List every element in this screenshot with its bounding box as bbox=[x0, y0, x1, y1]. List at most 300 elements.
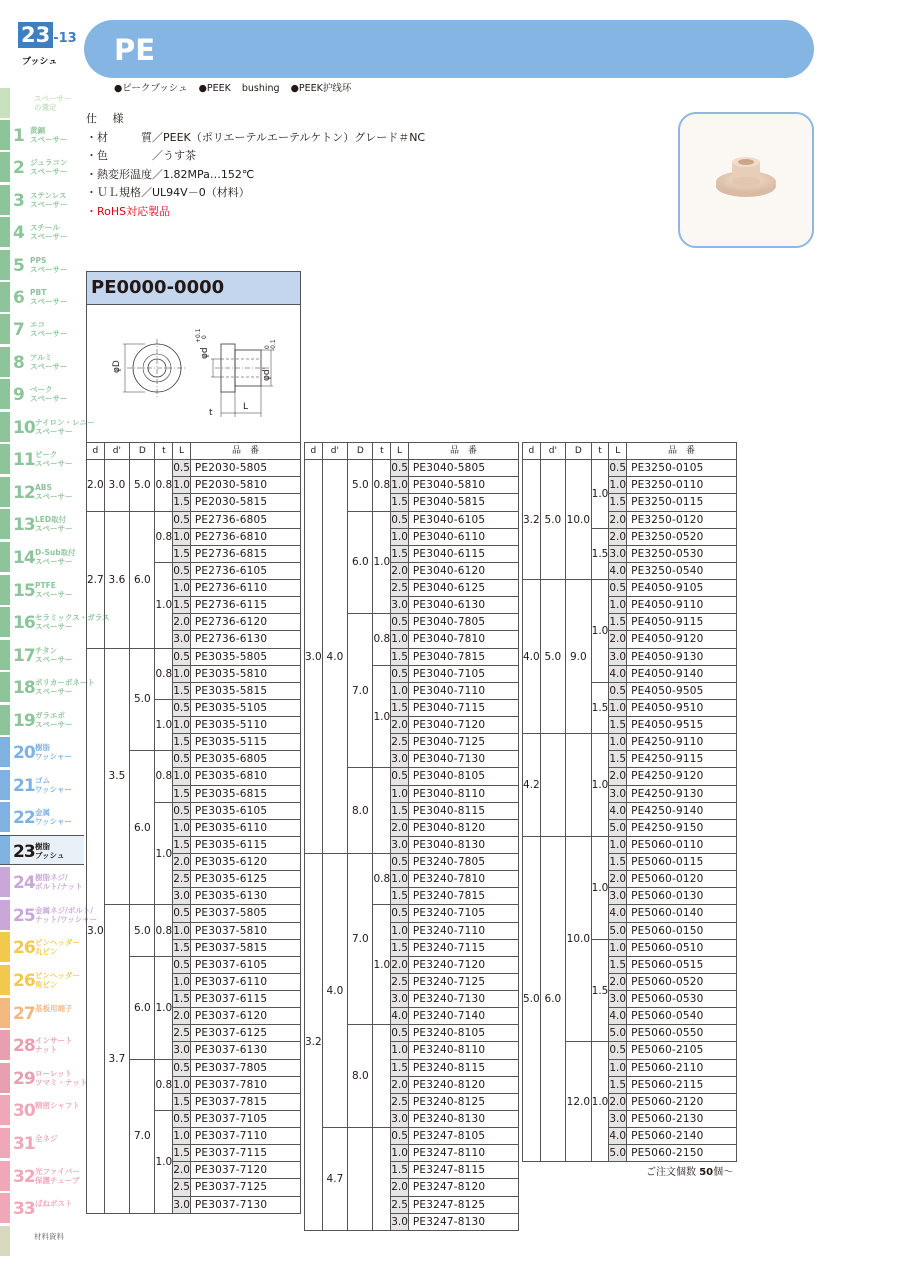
table-header-row bbox=[305, 443, 519, 460]
part-number-cell: PE3250-0540 bbox=[627, 562, 737, 579]
length-cell: 0.5 bbox=[391, 460, 409, 477]
length-cell: 1.0 bbox=[609, 836, 627, 853]
t-cell bbox=[373, 768, 391, 854]
part-number-cell: PE3037-7105 bbox=[190, 1110, 300, 1127]
D-cell: 7.0 bbox=[348, 614, 373, 768]
sidebar-item-extra-35[interactable] bbox=[0, 1226, 84, 1256]
column-header: t bbox=[373, 443, 391, 460]
sidebar-item-7[interactable] bbox=[0, 314, 84, 344]
part-number-cell: PE3037-6110 bbox=[190, 973, 300, 990]
d2-cell: 6.0 bbox=[540, 836, 565, 1161]
part-number-cell: PE2030-5805 bbox=[190, 460, 300, 477]
D-cell: 6.0 bbox=[348, 511, 373, 614]
note-prefix: ご注文個数 bbox=[646, 1167, 700, 1178]
sidebar-item-label-line: チタン bbox=[35, 646, 58, 655]
length-cell: 2.0 bbox=[391, 717, 409, 734]
sidebar-item-label-line: スペーサー bbox=[30, 362, 68, 371]
sidebar-item-18[interactable] bbox=[0, 672, 95, 702]
part-number-cell: PE3240-7115 bbox=[408, 939, 518, 956]
column-header: D bbox=[566, 443, 592, 460]
part-number-cell: PE2736-6810 bbox=[190, 528, 300, 545]
part-number-cell: PE4250-9110 bbox=[627, 734, 737, 751]
sidebar-item-number: 27 bbox=[13, 1004, 35, 1024]
sidebar-item-4[interactable] bbox=[0, 217, 84, 247]
column-header: L bbox=[391, 443, 409, 460]
sidebar-item-25[interactable] bbox=[0, 900, 98, 930]
D-cell: 10.0 bbox=[566, 836, 592, 1042]
table-row bbox=[523, 580, 737, 597]
D-cell: 8.0 bbox=[348, 1025, 373, 1128]
sidebar-item-label-line: 全ネジ bbox=[35, 1134, 58, 1143]
part-number-cell: PE3240-8110 bbox=[408, 1042, 518, 1059]
sidebar-item-label-line: スペーサー bbox=[35, 524, 73, 533]
part-number-cell: PE3247-8110 bbox=[408, 1145, 518, 1162]
part-number-cell: PE3037-7120 bbox=[190, 1162, 300, 1179]
length-cell: 1.5 bbox=[391, 494, 409, 511]
d2-cell: 3.7 bbox=[104, 905, 129, 1213]
sidebar-item-number: 15 bbox=[13, 581, 35, 601]
length-cell: 0.5 bbox=[391, 665, 409, 682]
sidebar-item-number: 7 bbox=[13, 320, 24, 340]
sidebar-item-colorbar bbox=[0, 509, 10, 539]
length-cell: 1.0 bbox=[391, 477, 409, 494]
sidebar-item-16[interactable] bbox=[0, 607, 110, 637]
label-tol2b: -0.1 bbox=[270, 339, 277, 351]
length-cell: 1.5 bbox=[173, 991, 191, 1008]
length-cell: 1.5 bbox=[173, 734, 191, 751]
part-number-cell: PE4050-9140 bbox=[627, 665, 737, 682]
length-cell: 1.5 bbox=[173, 682, 191, 699]
column-header: t bbox=[591, 443, 609, 460]
order-quantity-note bbox=[646, 1163, 733, 1178]
sidebar-item-label bbox=[35, 548, 76, 566]
part-number-cell: PE3037-6120 bbox=[190, 1008, 300, 1025]
table-header-row bbox=[87, 443, 301, 460]
t-cell: 0.8 bbox=[155, 648, 173, 699]
sidebar-item-number: 4 bbox=[13, 223, 24, 243]
part-number-cell: PE3040-8110 bbox=[408, 785, 518, 802]
length-cell: 1.5 bbox=[173, 597, 191, 614]
sidebar-item-22[interactable] bbox=[0, 802, 84, 832]
t-cell: 0.8 bbox=[373, 854, 391, 905]
sidebar-item-label-line: 黄銅 bbox=[30, 126, 45, 135]
sidebar-item-label-line: スペーサー bbox=[35, 557, 73, 566]
length-cell: 2.0 bbox=[391, 1076, 409, 1093]
d-cell: 3.2 bbox=[305, 854, 323, 1231]
sidebar-item-colorbar bbox=[0, 1095, 10, 1125]
sidebar-item-1[interactable] bbox=[0, 120, 84, 150]
length-cell: 1.0 bbox=[609, 1059, 627, 1076]
part-code-heading: PE0000-0000 bbox=[86, 271, 301, 305]
part-number-cell: PE3040-6120 bbox=[408, 562, 518, 579]
sidebar-item-26[interactable] bbox=[0, 932, 84, 962]
part-number-cell: PE4050-9105 bbox=[627, 580, 737, 597]
table-header-row bbox=[523, 443, 737, 460]
part-number-cell: PE3035-6120 bbox=[190, 854, 300, 871]
spec-table-3 bbox=[522, 442, 737, 1162]
length-cell: 1.0 bbox=[391, 871, 409, 888]
sidebar-item-colorbar bbox=[0, 965, 10, 995]
sidebar-item-5[interactable] bbox=[0, 250, 84, 280]
t-cell: 0.8 bbox=[373, 460, 391, 511]
length-cell: 1.0 bbox=[609, 597, 627, 614]
d2-cell: 5.0 bbox=[540, 580, 565, 734]
part-number-cell: PE3250-0115 bbox=[627, 494, 737, 511]
sidebar-item-2[interactable] bbox=[0, 152, 84, 182]
sidebar-item-label-line: ABS bbox=[35, 483, 52, 492]
sidebar-item-colorbar bbox=[0, 88, 10, 118]
part-number-cell: PE3247-8130 bbox=[408, 1213, 518, 1230]
sidebar-item-colorbar bbox=[0, 1193, 10, 1223]
length-cell: 0.5 bbox=[173, 802, 191, 819]
column-header: d' bbox=[104, 443, 129, 460]
sidebar-item-label-line: セラミックス・ガラス bbox=[35, 613, 110, 622]
sidebar-item-number: 13 bbox=[13, 515, 35, 535]
part-number-cell: PE2736-6115 bbox=[190, 597, 300, 614]
length-cell: 1.5 bbox=[173, 785, 191, 802]
part-number-cell: PE3240-7120 bbox=[408, 956, 518, 973]
d2-cell: 3.6 bbox=[104, 511, 129, 648]
sidebar-item-colorbar bbox=[0, 444, 10, 474]
t-cell: 0.8 bbox=[155, 751, 173, 802]
length-cell: 1.0 bbox=[173, 768, 191, 785]
sidebar-item-number: 28 bbox=[13, 1036, 35, 1056]
length-cell: 1.5 bbox=[609, 1076, 627, 1093]
length-cell: 1.5 bbox=[391, 939, 409, 956]
sidebar-item-32[interactable] bbox=[0, 1161, 84, 1191]
length-cell: 0.5 bbox=[173, 1059, 191, 1076]
D-cell: 10.0 bbox=[566, 460, 592, 580]
sidebar-item-label-line: ナイロン・レニー bbox=[35, 418, 95, 427]
part-number-cell: PE3040-8130 bbox=[408, 836, 518, 853]
part-number-cell: PE3040-5815 bbox=[408, 494, 518, 511]
sidebar-item-label bbox=[35, 971, 80, 989]
sidebar-item-colorbar bbox=[0, 379, 10, 409]
part-number-cell: PE3037-7815 bbox=[190, 1093, 300, 1110]
length-cell: 2.0 bbox=[173, 1162, 191, 1179]
sidebar-item-30[interactable] bbox=[0, 1095, 84, 1125]
D-cell: 5.0 bbox=[348, 460, 373, 511]
d-cell: 2.0 bbox=[87, 460, 105, 511]
sidebar-item-29[interactable] bbox=[0, 1063, 88, 1093]
part-number-cell: PE3240-7815 bbox=[408, 888, 518, 905]
length-cell: 1.0 bbox=[391, 1145, 409, 1162]
sidebar-item-label bbox=[35, 1004, 73, 1013]
sidebar-item-extra-0[interactable] bbox=[0, 88, 84, 118]
sidebar-item-number: 25 bbox=[13, 906, 35, 926]
length-cell: 2.0 bbox=[391, 819, 409, 836]
sidebar-item-20[interactable] bbox=[0, 737, 84, 767]
part-number-cell: PE3037-6130 bbox=[190, 1042, 300, 1059]
part-number-cell: PE3040-5805 bbox=[408, 460, 518, 477]
length-cell: 0.5 bbox=[173, 905, 191, 922]
part-number-cell: PE3240-7105 bbox=[408, 905, 518, 922]
sidebar-item-label bbox=[35, 581, 73, 599]
length-cell: 3.0 bbox=[609, 545, 627, 562]
sidebar-item-label-line: スペーサー bbox=[35, 459, 73, 468]
sidebar-item-33[interactable] bbox=[0, 1193, 84, 1223]
sidebar-item-label-line: ガラエポ bbox=[35, 711, 65, 720]
sidebar-item-number: 11 bbox=[13, 450, 35, 470]
length-cell: 1.0 bbox=[173, 1076, 191, 1093]
length-cell: 1.0 bbox=[391, 682, 409, 699]
sidebar-item-colorbar bbox=[0, 607, 10, 637]
d-cell: 4.2 bbox=[523, 734, 541, 837]
length-cell: 0.5 bbox=[173, 956, 191, 973]
sidebar-item-28[interactable] bbox=[0, 1030, 84, 1060]
length-cell: 1.5 bbox=[391, 545, 409, 562]
part-number-cell: PE4050-9505 bbox=[627, 682, 737, 699]
part-number-cell: PE4250-9140 bbox=[627, 802, 737, 819]
t-cell: 1.5 bbox=[591, 939, 609, 1042]
sidebar-item-label-line: ツマミ・ナット bbox=[35, 1078, 88, 1087]
sidebar-item-label bbox=[34, 1232, 64, 1241]
length-cell: 1.0 bbox=[609, 734, 627, 751]
sidebar-item-27[interactable] bbox=[0, 998, 84, 1028]
length-cell: 1.5 bbox=[391, 648, 409, 665]
sidebar-item-label-line: スペーサー bbox=[35, 622, 73, 631]
sidebar-item-label bbox=[30, 158, 68, 176]
sidebar-item-label-line: スペーサー bbox=[30, 394, 68, 403]
sidebar-item-colorbar bbox=[0, 836, 10, 864]
sidebar-item-23[interactable] bbox=[0, 835, 84, 865]
length-cell: 1.0 bbox=[173, 580, 191, 597]
sidebar-item-label-line: エコ bbox=[30, 320, 45, 329]
sidebar-item-label-line: ステンレス bbox=[30, 191, 67, 200]
table-row bbox=[523, 460, 737, 477]
D-cell: 7.0 bbox=[130, 1059, 155, 1213]
length-cell: 1.0 bbox=[173, 665, 191, 682]
part-number-cell: PE3247-8125 bbox=[408, 1196, 518, 1213]
sidebar-item-17[interactable] bbox=[0, 640, 84, 670]
sidebar-item-number: 16 bbox=[13, 613, 35, 633]
sidebar-item-label-line: 金属 bbox=[35, 808, 50, 817]
d-cell: 3.2 bbox=[523, 460, 541, 580]
length-cell: 1.0 bbox=[173, 477, 191, 494]
label-phid: φd bbox=[200, 347, 210, 359]
length-cell: 2.0 bbox=[173, 854, 191, 871]
D-cell: 5.0 bbox=[130, 460, 155, 511]
sidebar-item-label-line: 材料資料 bbox=[34, 1232, 64, 1241]
sidebar-item-label-line: LED取付 bbox=[35, 515, 67, 524]
part-number-cell: PE5060-0120 bbox=[627, 871, 737, 888]
label-L: L bbox=[243, 402, 249, 412]
sidebar-item-label-line: スペーサー bbox=[30, 232, 68, 241]
sidebar-item-label-line: ばねポスト bbox=[35, 1199, 73, 1208]
note-suffix: 個～ bbox=[713, 1167, 734, 1178]
part-number-cell: PE5060-0510 bbox=[627, 939, 737, 956]
part-number-cell: PE5060-0540 bbox=[627, 1008, 737, 1025]
sidebar-item-label-line: 樹脂 bbox=[35, 743, 50, 752]
bushing-image bbox=[680, 114, 812, 246]
sidebar-item-number: 14 bbox=[13, 548, 35, 568]
sidebar-item-10[interactable] bbox=[0, 412, 95, 442]
length-cell: 0.5 bbox=[391, 768, 409, 785]
part-number-cell: PE5060-2110 bbox=[627, 1059, 737, 1076]
t-cell: 1.5 bbox=[591, 682, 609, 733]
length-cell: 2.0 bbox=[609, 1093, 627, 1110]
column-header: d bbox=[87, 443, 105, 460]
page-number-sub: -13 bbox=[53, 31, 77, 46]
spec-table-1 bbox=[86, 442, 301, 1214]
length-cell: 3.0 bbox=[609, 785, 627, 802]
part-number-cell: PE3250-0530 bbox=[627, 545, 737, 562]
length-cell: 1.5 bbox=[173, 836, 191, 853]
sidebar-item-label-line: 精密シャフト bbox=[35, 1101, 80, 1110]
part-number-cell: PE2030-5815 bbox=[190, 494, 300, 511]
d2-cell: 4.0 bbox=[322, 854, 347, 1128]
sidebar-item-colorbar bbox=[0, 347, 10, 377]
sidebar-item-label-line: 基板用端子 bbox=[35, 1004, 73, 1013]
D-cell: 6.0 bbox=[130, 956, 155, 1059]
part-number-cell: PE3037-7110 bbox=[190, 1128, 300, 1145]
part-number-cell: PE3037-5815 bbox=[190, 939, 300, 956]
sidebar-item-number: 2 bbox=[13, 158, 24, 178]
length-cell: 0.5 bbox=[391, 1128, 409, 1145]
sidebar-item-15[interactable] bbox=[0, 575, 84, 605]
length-cell: 4.0 bbox=[391, 1008, 409, 1025]
length-cell: 1.5 bbox=[609, 751, 627, 768]
t-cell: 1.0 bbox=[155, 956, 173, 1059]
length-cell: 0.5 bbox=[173, 460, 191, 477]
D-cell bbox=[348, 1128, 373, 1231]
table-row bbox=[87, 648, 301, 665]
part-number-cell: PE3040-5810 bbox=[408, 477, 518, 494]
part-number-cell: PE3250-0110 bbox=[627, 477, 737, 494]
part-number-cell: PE3250-0520 bbox=[627, 528, 737, 545]
sidebar-item-colorbar bbox=[0, 282, 10, 312]
length-cell: 1.5 bbox=[391, 699, 409, 716]
part-number-cell: PE5060-0530 bbox=[627, 991, 737, 1008]
t-cell: 1.0 bbox=[155, 699, 173, 750]
length-cell: 3.0 bbox=[391, 1213, 409, 1230]
sidebar-item-number: 33 bbox=[13, 1199, 35, 1219]
sidebar-item-label-line: スペーサー bbox=[35, 427, 73, 436]
table-row bbox=[87, 511, 301, 528]
sidebar-item-label bbox=[35, 711, 73, 729]
label-tol2: 0 bbox=[264, 345, 271, 349]
part-number-cell: PE3035-5810 bbox=[190, 665, 300, 682]
part-number-cell: PE3035-6815 bbox=[190, 785, 300, 802]
length-cell: 3.0 bbox=[391, 1110, 409, 1127]
length-cell: 2.0 bbox=[173, 614, 191, 631]
sidebar-item-label bbox=[35, 776, 72, 794]
sidebar-item-26[interactable] bbox=[0, 965, 84, 995]
rohs-note: ・RoHS対応製品 bbox=[86, 204, 171, 218]
t-cell: 1.0 bbox=[591, 1042, 609, 1162]
D-cell bbox=[566, 734, 592, 837]
sidebar-item-number: 5 bbox=[13, 256, 24, 276]
sidebar-item-label bbox=[30, 126, 68, 144]
sidebar-item-9[interactable] bbox=[0, 379, 84, 409]
length-cell: 4.0 bbox=[609, 802, 627, 819]
sidebar-item-19[interactable] bbox=[0, 705, 84, 735]
page-title: PE bbox=[114, 33, 156, 67]
length-cell: 4.0 bbox=[609, 665, 627, 682]
sidebar-item-number: 12 bbox=[13, 483, 35, 503]
sidebar-item-label-line: ポリカーボネート bbox=[35, 678, 95, 687]
sidebar-item-label bbox=[35, 450, 73, 468]
part-number-cell: PE3040-8120 bbox=[408, 819, 518, 836]
sidebar-item-3[interactable] bbox=[0, 185, 84, 215]
sidebar-item-12[interactable] bbox=[0, 477, 84, 507]
part-number-cell: PE3035-6110 bbox=[190, 819, 300, 836]
column-header: 品 番 bbox=[408, 443, 518, 460]
sidebar-item-colorbar bbox=[0, 1161, 10, 1191]
sidebar-item-label-line: PTFE bbox=[35, 581, 56, 590]
part-number-cell: PE3240-7130 bbox=[408, 991, 518, 1008]
specification-block bbox=[86, 110, 425, 221]
sidebar-item-24[interactable] bbox=[0, 867, 84, 897]
sidebar-item-13[interactable] bbox=[0, 509, 84, 539]
sidebar-item-label bbox=[35, 1167, 80, 1185]
part-number-cell: PE5060-0110 bbox=[627, 836, 737, 853]
label-phid2: φd' bbox=[262, 366, 272, 381]
sidebar-item-number: 26 bbox=[13, 971, 35, 991]
length-cell: 2.5 bbox=[391, 1196, 409, 1213]
sidebar-item-number: 24 bbox=[13, 873, 35, 893]
sidebar-item-colorbar bbox=[0, 542, 10, 572]
t-cell: 0.8 bbox=[155, 460, 173, 511]
part-number-cell: PE4050-9115 bbox=[627, 614, 737, 631]
length-cell: 1.5 bbox=[609, 956, 627, 973]
length-cell: 1.5 bbox=[609, 494, 627, 511]
length-cell: 2.5 bbox=[173, 871, 191, 888]
part-number-cell: PE2736-6805 bbox=[190, 511, 300, 528]
sidebar-item-21[interactable] bbox=[0, 770, 84, 800]
length-cell: 0.5 bbox=[173, 1110, 191, 1127]
column-header: L bbox=[609, 443, 627, 460]
column-header: d' bbox=[322, 443, 347, 460]
part-number-cell: PE3240-8115 bbox=[408, 1059, 518, 1076]
length-cell: 3.0 bbox=[609, 991, 627, 1008]
part-number-cell: PE5060-2105 bbox=[627, 1042, 737, 1059]
label-tol1b: 0 bbox=[201, 335, 208, 339]
sidebar-item-6[interactable] bbox=[0, 282, 84, 312]
sidebar-item-colorbar bbox=[0, 575, 10, 605]
part-number-cell: PE2736-6130 bbox=[190, 631, 300, 648]
sidebar-item-number: 8 bbox=[13, 353, 24, 373]
column-header: d' bbox=[540, 443, 565, 460]
part-number-cell: PE3035-6115 bbox=[190, 836, 300, 853]
d-cell: 4.0 bbox=[523, 580, 541, 734]
length-cell: 0.5 bbox=[173, 511, 191, 528]
sidebar-item-label-line: スペーサー bbox=[30, 265, 68, 274]
sidebar-item-31[interactable] bbox=[0, 1128, 84, 1158]
part-number-cell: PE2736-6120 bbox=[190, 614, 300, 631]
sidebar-item-colorbar bbox=[0, 770, 10, 800]
part-number-cell: PE3040-6115 bbox=[408, 545, 518, 562]
length-cell: 0.5 bbox=[609, 682, 627, 699]
part-number-cell: PE2736-6105 bbox=[190, 562, 300, 579]
part-number-cell: PE3240-8120 bbox=[408, 1076, 518, 1093]
sidebar-item-label-line: スペーサー bbox=[30, 167, 68, 176]
sidebar-item-11[interactable] bbox=[0, 444, 84, 474]
part-number-cell: PE3035-5115 bbox=[190, 734, 300, 751]
length-cell: 5.0 bbox=[609, 819, 627, 836]
part-number-cell: PE3040-8115 bbox=[408, 802, 518, 819]
length-cell: 1.5 bbox=[173, 545, 191, 562]
sidebar-item-number: 21 bbox=[13, 776, 35, 796]
sidebar-item-14[interactable] bbox=[0, 542, 84, 572]
sidebar-item-label bbox=[35, 808, 72, 826]
part-number-cell: PE3040-7125 bbox=[408, 734, 518, 751]
sidebar-item-8[interactable] bbox=[0, 347, 84, 377]
part-number-cell: PE3040-7115 bbox=[408, 699, 518, 716]
column-header: D bbox=[130, 443, 155, 460]
sidebar-item-number: 6 bbox=[13, 288, 24, 308]
t-cell bbox=[373, 1025, 391, 1128]
